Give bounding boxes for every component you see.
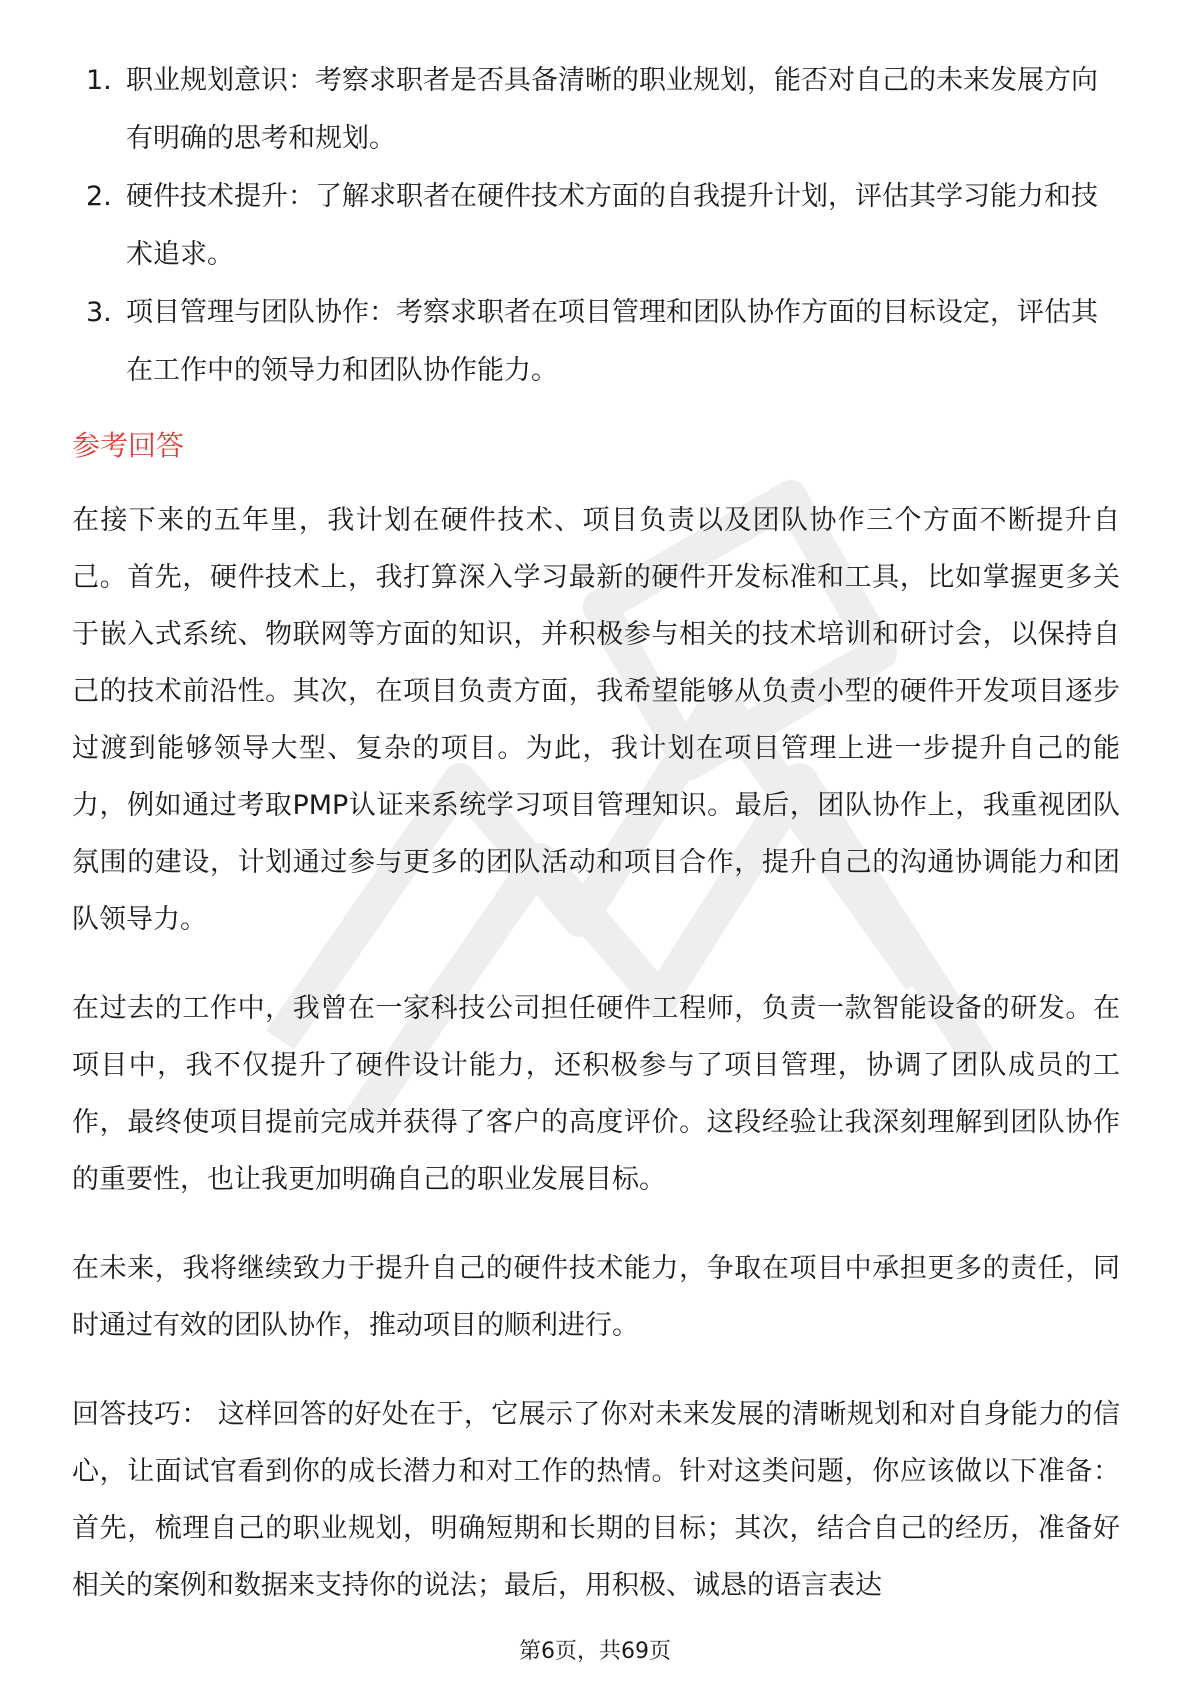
answer-paragraph: 在接下来的五年里，我计划在硬件技术、项目负责以及团队协作三个方面不断提升自己。首先，硬件技术上，我打算深入学习最新的硬件开发标准和工具，比如掌握更多关于嵌入式系统、物联网等方面的知识，并积极参与相关的技术培训和研讨会，以保持自己的技术前沿性。其次，在项目负责方面，我希望能够从负责小型的硬件开发项目逐步过渡到能够领导大型、复杂的项目。为此，我计划在项目管理上进一步提升自己的能力，例如通过考取PMP认证来系统学习项目管理知识。最后，团队协作上，我重视团队氛围的建设，计划通过参与更多的团队活动和项目合作，提升自己的沟通协调能力和团队领导力。 [72,505,1120,935]
answer-paragraph: 在未来，我将继续致力于提升自己的硬件技术能力，争取在项目中承担更多的责任，同时通过有效的团队协作，推动项目的顺利进行。 [72,1253,1120,1341]
list-number: 3. [86,297,112,328]
list-item [72,168,1120,284]
list-item-text: 项目管理与团队协作：考察求职者在项目管理和团队协作方面的目标设定，评估其在工作中的领导力和团队协作能力。 [126,297,1098,386]
list-item-text: 职业规划意识：考察求职者是否具备清晰的职业规划，能否对自己的未来发展方向有明确的思考和规划。 [126,65,1098,154]
list-item [72,284,1120,400]
main-content [72,52,1120,1646]
page-number: 第6页，共69页 [519,1639,671,1664]
answer-tips-paragraph: 回答技巧： 这样回答的好处在于，它展示了你对未来发展的清晰规划和对自身能力的信心，让面试官看到你的成长潜力和对工作的热情。针对这类问题，你应该做以下准备：首先，梳理自己的职业规划，明确短期和长期的目标；其次，结合自己的经历，准备好相关的案例和数据来支持你的说法；最后，用积极、诚恳的语言表达 [72,1399,1120,1601]
list-number: 1. [86,65,112,96]
answer-paragraph: 在过去的工作中，我曾在一家科技公司担任硬件工程师，负责一款智能设备的研发。在项目中，我不仅提升了硬件设计能力，还积极参与了项目管理，协调了团队成员的工作，最终使项目提前完成并获得了客户的高度评价。这段经验让我深刻理解到团队协作的重要性，也让我更加明确自己的职业发展目标。 [72,993,1120,1195]
list-item [72,52,1120,168]
evaluation-points-list [72,52,1120,400]
list-item-text: 硬件技术提升：了解求职者在硬件技术方面的自我提升计划，评估其学习能力和技术追求。 [126,181,1098,270]
list-number: 2. [86,181,112,212]
reference-answer-heading: 参考回答 [72,429,185,462]
